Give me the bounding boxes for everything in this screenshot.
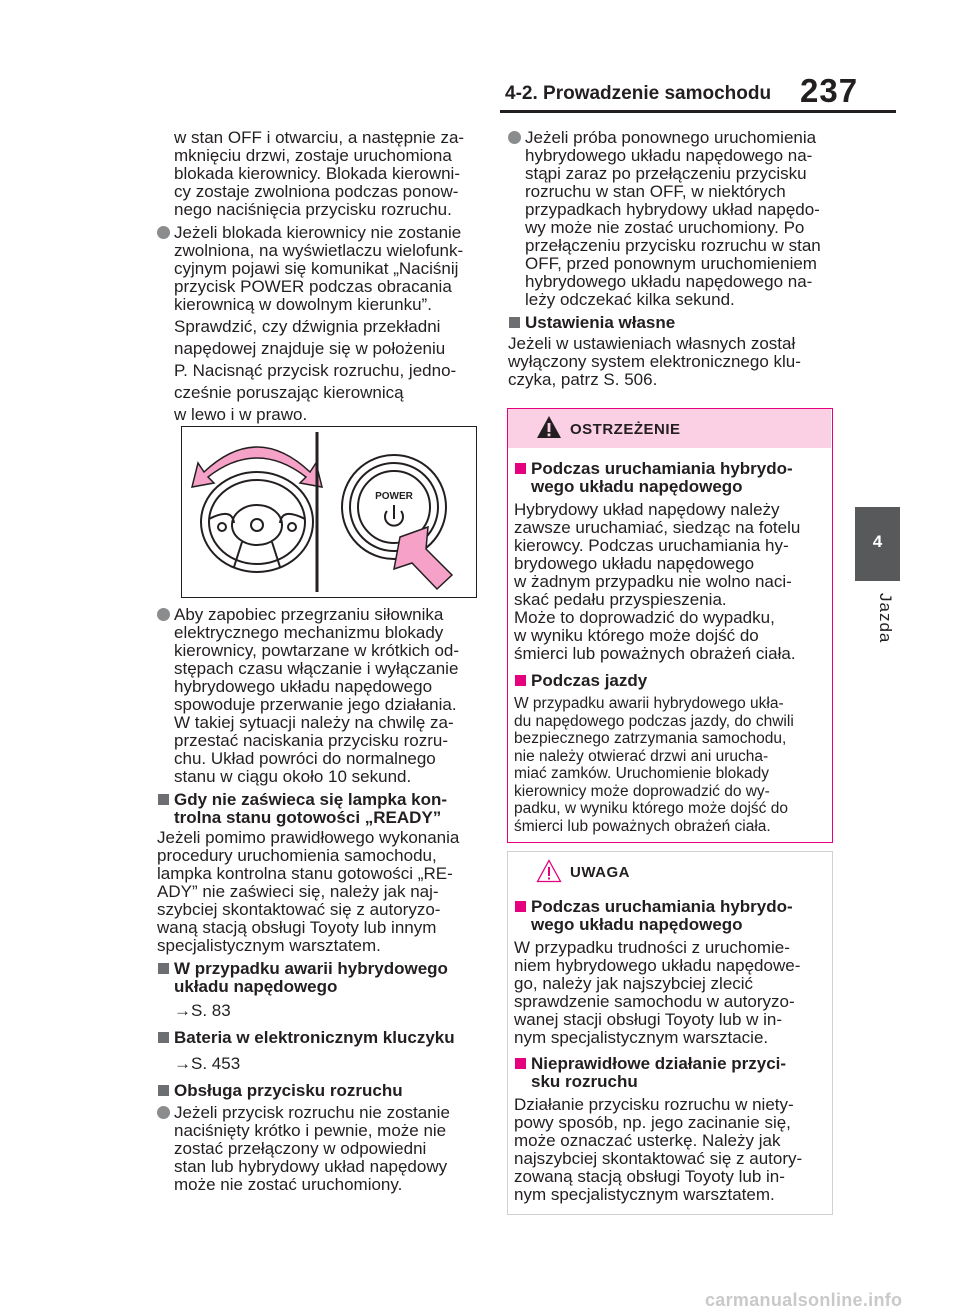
subheading [157, 960, 482, 996]
power-label: POWER [375, 491, 413, 502]
subheading [514, 1055, 830, 1091]
text-line: Podczas uruchamiania hybrydo- [531, 459, 793, 478]
section-title: 4-2. Prowadzenie samochodu [505, 83, 772, 104]
text-line: stąpi zaraz po przełączeniu przycisku [525, 164, 807, 183]
text-line: procedury uruchomienia samochodu, [157, 846, 437, 865]
text-line: napędowej znajduje się w położeniu [174, 339, 446, 358]
text-line: specjalistycznym warsztatem. [157, 936, 381, 955]
text-line: szybciej skontaktować się z autoryzo- [157, 900, 441, 919]
text-line: du napędowego podczas jazdy, do chwili [514, 712, 794, 730]
paragraph [157, 316, 482, 426]
text-line: trolna stanu gotowości „READY” [174, 808, 442, 827]
text-line: wyłączony system elektronicznego klu- [508, 352, 801, 371]
text-line: Sprawdzić, czy dźwignia przekładni [174, 317, 441, 336]
text-line: rozruchu w stan OFF, w niektórych [525, 182, 786, 201]
text-line: stanu w ciągu około 10 sekund. [174, 767, 412, 786]
text-line: stępach czasu włączanie i wyłączanie [174, 659, 459, 678]
text-line: nie należy otwierać drzwi ani urucha- [514, 747, 769, 765]
text-line: Może to doprowadzić do wypadku, [514, 608, 775, 627]
text-line: kierownicy może doprowadzić do wy- [514, 782, 770, 800]
left-column-bottom [157, 606, 482, 1194]
text-line: Działanie przycisku rozruchu w niety- [514, 1095, 794, 1114]
text-line: Jeżeli przycisk rozruchu nie zostanie [174, 1103, 450, 1122]
text-line: w stan OFF i otwarciu, a następnie za- [174, 128, 465, 147]
text-line: leży odczekać kilka sekund. [525, 290, 735, 309]
text-line: Jeżeli próba ponownego uruchomienia [525, 128, 817, 147]
text-line: spowoduje przerwanie jego działania. [174, 695, 457, 714]
bullet-item [157, 1104, 482, 1194]
page-reference: →S. 83 [174, 1001, 231, 1020]
warning-header [508, 409, 831, 448]
steering-wheel-power-button-illustration [181, 426, 477, 598]
paragraph [508, 335, 838, 389]
text-line: skać pedału przyspieszenia. [514, 590, 727, 609]
text-line: sprawdzenie samochodu w autoryzo- [514, 992, 795, 1011]
subheading [514, 460, 830, 496]
text-line: Jeżeli blokada kierownicy nie zostanie [174, 223, 462, 242]
text-line: hybrydowego układu napędowego na- [525, 146, 813, 165]
text-line: w lewo i w prawo. [174, 405, 308, 424]
text-line: czyka, patrz S. 506. [508, 370, 658, 389]
text-line: padku, w wyniku którego może dojść do [514, 800, 788, 817]
text-line: Aby zapobiec przegrzaniu siłownika [174, 605, 444, 624]
text-line: bezpiecznego zatrzymania samochodu, [514, 730, 787, 747]
paragraph [514, 1096, 830, 1204]
warning-triangle-icon [536, 415, 562, 439]
paragraph [514, 695, 830, 835]
text-line: nym specjalistycznym warsztacie. [514, 1028, 769, 1047]
warning-title: OSTRZEŻENIE [570, 421, 681, 438]
subheading: Ustawienia własne [508, 314, 838, 332]
power-button-icon [342, 455, 446, 559]
text-line: zawsze uruchamiać, siedząc na fotelu [514, 518, 801, 537]
text-line: naciśnięty krótko i pewnie, może nie [174, 1121, 447, 1140]
paragraph [157, 829, 482, 955]
text-line: nego naciśnięcia przycisku rozruchu. [174, 200, 452, 219]
text-line: Nieprawidłowe działanie przyci- [531, 1054, 787, 1073]
press-arrow-icon [394, 527, 452, 589]
text-line: wego układu napędowego [531, 915, 743, 934]
bullet-item [508, 129, 838, 309]
subheading [157, 791, 482, 827]
text-line: P. Nacisnąć przycisk rozruchu, jedno- [174, 361, 457, 380]
text-line: cyjnym pojawi się komunikat „Naciśnij [174, 259, 459, 278]
paragraph [514, 939, 830, 1047]
chapter-number: 4 [872, 532, 883, 551]
text-line: zwolniona, na wyświetlaczu wielofunk- [174, 241, 464, 260]
page-number: 237 [800, 72, 859, 109]
paragraph [514, 501, 830, 663]
header-rule [500, 110, 896, 113]
text-line: sku rozruchu [531, 1072, 638, 1091]
caution-triangle-icon [536, 859, 562, 883]
bullet-item [157, 606, 482, 786]
text-line: lampka kontrolna stanu gotowości „RE- [157, 864, 453, 883]
text-line: hybrydowego układu napędowego na- [525, 272, 813, 291]
text-line: Podczas uruchamiania hybrydo- [531, 897, 793, 916]
text-line: cześnie poruszając kierownicą [174, 383, 404, 402]
text-line: waną stacją obsługi Toyoty lub innym [157, 918, 437, 937]
text-line: zowaną stacją obsługi Toyoty lub in- [514, 1167, 785, 1186]
text-line: niem hybrydowego układu napędowe- [514, 956, 801, 975]
text-line: OFF, przed ponownym uruchomieniem [525, 254, 817, 273]
text-line: blokada kierownicy. Blokada kierowni- [174, 164, 460, 183]
text-line: w wyniku którego może dojść do [514, 626, 759, 645]
text-line: chu. Układ powróci do normalnego [174, 749, 436, 768]
text-line: miać zamków. Uruchomienie blokady [514, 765, 769, 782]
text-line: w żadnym przypadku nie wolno naci- [514, 572, 792, 591]
text-line: powy sposób, np. jego zacinanie się, [514, 1113, 791, 1132]
text-line: przełączeniu przycisku rozruchu w stan [525, 236, 821, 255]
text-line: Gdy nie zaświeca się lampka kon- [174, 790, 448, 809]
text-line: W przypadku awarii hybrydowego [174, 959, 448, 978]
chapter-label: Jazda [876, 593, 895, 644]
paragraph [157, 129, 482, 219]
text-line: najszybciej skontaktować się z autory- [514, 1149, 803, 1168]
text-line: przycisk POWER podczas obracania [174, 277, 452, 296]
text-line: wego układu napędowego [531, 477, 743, 496]
text-line: nym specjalistycznym warsztatem. [514, 1185, 775, 1204]
bullet-item [157, 224, 482, 314]
text-line: go, należy jak najszybciej zlecić [514, 974, 754, 993]
text-line: stan lub hybrydowy układ napędowy [174, 1157, 448, 1176]
text-line: Jeżeli pomimo prawidłowego wykonania [157, 828, 460, 847]
subheading: Obsługa przycisku rozruchu [157, 1082, 482, 1100]
text-line: może oznaczać usterkę. Należy jak [514, 1131, 781, 1150]
steering-wheel-icon [201, 472, 313, 572]
text-line: kierownicą w dowolnym kierunku”. [174, 295, 432, 314]
text-line: elektrycznego mechanizmu blokady [174, 623, 444, 642]
text-line: hybrydowego układu napędowego [174, 677, 433, 696]
text-line: układu napędowego [174, 977, 338, 996]
subheading: Podczas jazdy [514, 672, 830, 690]
text-line: W przypadku trudności z uruchomie- [514, 938, 790, 957]
text-line: zostać przełączony w odpowiedni [174, 1139, 427, 1158]
text-line: Hybrydowy układ napędowy należy [514, 500, 780, 519]
page-reference: →S. 453 [174, 1054, 241, 1073]
text-line: brydowego układu napędowego [514, 554, 755, 573]
warning-content [514, 460, 830, 835]
text-line: śmierci lub poważnych obrażeń ciała. [514, 644, 796, 663]
text-line: mknięciu drzwi, zostaje uruchomiona [174, 146, 452, 165]
text-line: przestać naciskania przycisku rozru- [174, 731, 448, 750]
notice-content [514, 898, 830, 1204]
text-line: śmierci lub poważnych obrażeń ciała. [514, 817, 771, 835]
notice-header [508, 852, 831, 889]
subheading: Bateria w elektronicznym kluczyku [157, 1029, 482, 1047]
watermark: carmanualsonline.info [705, 1290, 903, 1310]
text-line: może nie zostać uruchomiony. [174, 1175, 403, 1194]
notice-title: UWAGA [570, 864, 630, 881]
text-line: W takiej sytuacji należy na chwilę za- [174, 713, 454, 732]
text-line: Jeżeli w ustawieniach własnych został [508, 334, 796, 353]
right-column-top [508, 129, 838, 389]
text-line: cy zostaje zwolniona podczas ponow- [174, 182, 459, 201]
text-line: wanej stacji obsługi Toyoty lub w in- [514, 1010, 783, 1029]
text-line: wy może nie zostać uruchomiony. Po [525, 218, 805, 237]
left-column-top [157, 129, 482, 426]
text-line: kierowcy. Podczas uruchamiania hy- [514, 536, 789, 555]
text-line: kierownicy, powtarzane w krótkich od- [174, 641, 460, 660]
text-line: ADY” nie zaświeci się, należy jak naj- [157, 882, 439, 901]
text-line: W przypadku awarii hybrydowego ukła- [514, 695, 784, 712]
subheading [514, 898, 830, 934]
text-line: przypadkach hybrydowy układ napędo- [525, 200, 820, 219]
